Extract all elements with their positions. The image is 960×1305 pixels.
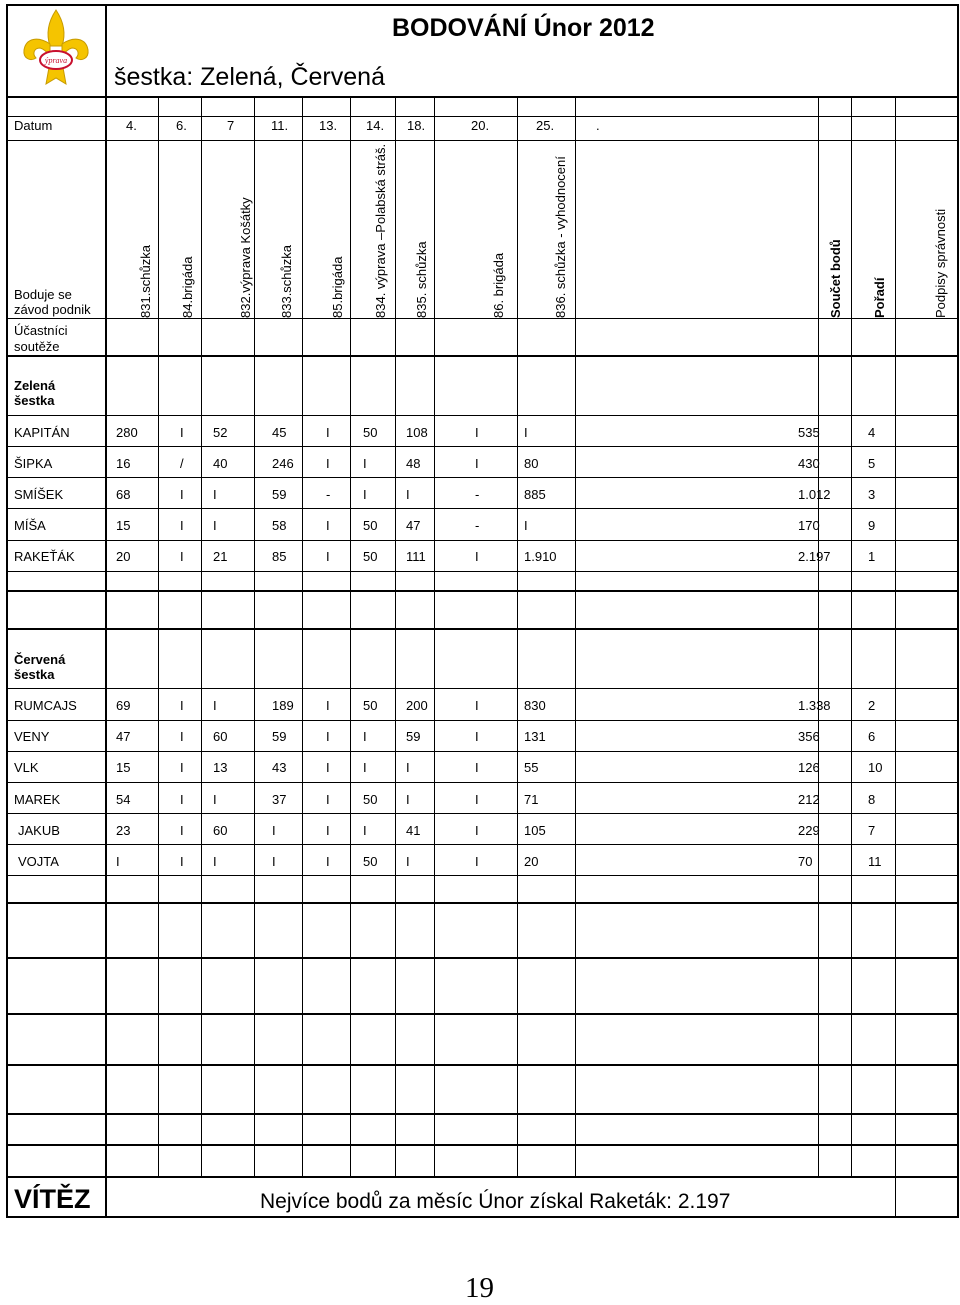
score-cell: 50 [363, 549, 378, 564]
row-rule [6, 720, 958, 721]
participant-name: KAPITÁN [14, 425, 70, 440]
score-cell: 50 [363, 425, 378, 440]
ucastnici-label: Účastníci [14, 323, 68, 338]
column-rule [105, 4, 107, 1176]
group-name: šestka [14, 667, 55, 682]
footer-divider [895, 1176, 896, 1218]
winner-label: VÍTĚZ [14, 1184, 91, 1214]
rank-header: Pořadí [872, 277, 887, 318]
score-cell: I [326, 425, 330, 440]
footer-divider [105, 1176, 107, 1218]
score-cell: 59 [272, 487, 287, 502]
rank-cell: 9 [868, 518, 876, 533]
table-rule [6, 590, 958, 592]
participant-name: VOJTA [18, 854, 59, 869]
score-cell: 50 [363, 792, 378, 807]
column-rule [350, 96, 351, 1176]
sum-cell: 229 [798, 823, 820, 838]
column-rule [254, 96, 255, 1176]
score-cell: I [524, 518, 528, 533]
score-cell: - [326, 487, 331, 502]
column-rule [818, 96, 819, 1176]
signature-header: Podpisy správnosti [933, 208, 948, 318]
score-cell: 45 [272, 425, 287, 440]
event-header: 835. schůzka [414, 241, 429, 318]
event-header: 84.brigáda [180, 256, 195, 318]
score-cell: I [180, 823, 184, 838]
score-cell: I [213, 518, 217, 533]
score-cell: I [475, 549, 479, 564]
score-cell: 20 [116, 549, 131, 564]
score-cell: I [475, 729, 479, 744]
score-cell: I [326, 823, 330, 838]
date-cell: 13. [319, 118, 338, 133]
row-rule [6, 751, 958, 752]
participant-name: JAKUB [18, 823, 60, 838]
score-cell: I [475, 456, 479, 471]
score-cell: I [180, 549, 184, 564]
row-rule [6, 813, 958, 814]
score-cell: 37 [272, 792, 287, 807]
score-cell: I [272, 854, 276, 869]
date-cell: 4. [126, 118, 137, 133]
row-rule [6, 540, 958, 541]
group-name: Červená [14, 652, 66, 667]
row-rule [6, 844, 958, 845]
score-cell: I [326, 854, 330, 869]
table-rule [6, 1176, 958, 1178]
souteze-label: soutěže [14, 339, 60, 354]
rank-cell: 11 [868, 854, 882, 869]
rank-cell: 7 [868, 823, 876, 838]
score-cell: I [326, 456, 330, 471]
score-cell: I [180, 425, 184, 440]
page-number: 19 [465, 1272, 494, 1304]
score-cell: I [406, 760, 410, 775]
score-cell: I [326, 729, 330, 744]
date-cell: 6. [176, 118, 187, 133]
date-cell: 18. [407, 118, 426, 133]
score-cell: 60 [213, 823, 228, 838]
participant-name: RUMCAJS [14, 698, 77, 713]
page-subtitle: šestka: Zelená, Červená [114, 63, 385, 91]
score-cell: 50 [363, 854, 378, 869]
column-rule [575, 96, 576, 1176]
row-rule [6, 318, 958, 319]
score-cell: I [406, 854, 410, 869]
event-header: 834. výprava –Polabská stráš. [373, 143, 388, 318]
participant-name: MÍŠA [14, 518, 46, 533]
table-rule [6, 1064, 958, 1066]
sum-cell: 212 [798, 792, 820, 807]
score-cell: I [326, 549, 330, 564]
zavod-label: závod podnik [14, 302, 91, 317]
row-rule [6, 446, 958, 447]
score-cell: 48 [406, 456, 421, 471]
row-rule [6, 875, 958, 876]
score-cell: 47 [406, 518, 421, 533]
score-cell: 41 [406, 823, 421, 838]
score-cell: 830 [524, 698, 546, 713]
score-cell: I [180, 698, 184, 713]
participant-name: VENY [14, 729, 50, 744]
rank-cell: 8 [868, 792, 876, 807]
score-cell: 131 [524, 729, 546, 744]
score-cell: I [326, 518, 330, 533]
score-cell: 47 [116, 729, 131, 744]
score-cell: 13 [213, 760, 228, 775]
score-cell: I [180, 729, 184, 744]
participant-name: ŠIPKA [14, 456, 53, 471]
score-cell: 54 [116, 792, 131, 807]
row-rule [6, 571, 958, 572]
group-name: šestka [14, 393, 55, 408]
sum-header: Součet bodů [828, 239, 843, 318]
score-cell: I [475, 698, 479, 713]
score-cell: 58 [272, 518, 287, 533]
score-cell: 50 [363, 518, 378, 533]
score-cell: 16 [116, 456, 131, 471]
score-cell: I [363, 487, 367, 502]
rank-cell: 2 [868, 698, 876, 713]
score-cell: 200 [406, 698, 428, 713]
score-cell: 85 [272, 549, 287, 564]
rank-cell: 10 [868, 760, 883, 775]
sum-cell: 356 [798, 729, 820, 744]
score-cell: I [180, 518, 184, 533]
column-rule [895, 96, 896, 1176]
score-cell: I [363, 760, 367, 775]
score-cell: 20 [524, 854, 539, 869]
boduje-label: Boduje se [14, 287, 72, 302]
rank-cell: 3 [868, 487, 876, 502]
score-cell: 15 [116, 518, 131, 533]
sum-cell: 535 [798, 425, 820, 440]
sum-cell: 430 [798, 456, 820, 471]
participant-name: MAREK [14, 792, 61, 807]
event-header: 85.brigáda [330, 256, 345, 318]
score-cell: I [475, 823, 479, 838]
score-cell: I [406, 487, 410, 502]
table-rule [6, 1013, 958, 1015]
column-rule [201, 96, 202, 1176]
date-cell: . [596, 118, 600, 133]
rank-cell: 4 [868, 425, 876, 440]
scoresheet-frame [6, 4, 959, 1218]
table-rule [6, 96, 958, 98]
score-cell: 105 [524, 823, 546, 838]
score-cell: I [475, 854, 479, 869]
score-cell: I [524, 425, 528, 440]
column-rule [302, 96, 303, 1176]
sum-cell: 1.012 [798, 487, 831, 502]
score-cell: 71 [524, 792, 539, 807]
score-cell: 23 [116, 823, 131, 838]
event-header: 831.schůzka [138, 245, 153, 318]
score-cell: I [213, 698, 217, 713]
score-cell: 15 [116, 760, 131, 775]
rank-cell: 1 [868, 549, 876, 564]
row-rule [6, 688, 958, 689]
score-cell: 111 [406, 549, 426, 564]
score-cell: I [213, 487, 217, 502]
score-cell: I [180, 487, 184, 502]
winner-text: Nejvíce bodů za měsíc Únor získal Raketák: 2.197 [260, 1190, 731, 1213]
score-cell: I [363, 823, 367, 838]
score-cell: I [475, 792, 479, 807]
row-rule [6, 140, 958, 141]
participant-name: VLK [14, 760, 39, 775]
row-rule [6, 508, 958, 509]
datum-label: Datum [14, 118, 53, 133]
score-cell: 52 [213, 425, 228, 440]
score-cell: I [180, 854, 184, 869]
score-cell: 55 [524, 760, 539, 775]
column-rule [851, 96, 852, 1176]
table-rule [6, 902, 958, 904]
rank-cell: 5 [868, 456, 876, 471]
sum-cell: 70 [798, 854, 813, 869]
table-rule [6, 628, 958, 630]
column-rule [517, 96, 518, 1176]
sum-cell: 126 [798, 760, 820, 775]
score-cell: 21 [213, 549, 228, 564]
score-cell: 80 [524, 456, 539, 471]
score-cell: I [326, 792, 330, 807]
event-header: 833.schůzka [279, 245, 294, 318]
svg-text:ýprava: ýprava [44, 56, 68, 65]
rank-cell: 6 [868, 729, 876, 744]
page-title: BODOVÁNÍ Únor 2012 [392, 14, 655, 42]
score-cell: 60 [213, 729, 228, 744]
date-cell: 7 [227, 118, 235, 133]
score-cell: 50 [363, 698, 378, 713]
date-cell: 14. [366, 118, 385, 133]
table-rule [6, 1113, 958, 1115]
score-cell: / [180, 456, 184, 471]
score-cell: I [116, 854, 120, 869]
score-cell: 43 [272, 760, 287, 775]
score-cell: - [475, 518, 480, 533]
column-rule [434, 96, 435, 1176]
participant-name: RAKEŤÁK [14, 549, 75, 564]
date-cell: 11. [271, 118, 289, 133]
column-rule [158, 96, 159, 1176]
score-cell: 246 [272, 456, 294, 471]
score-cell: - [475, 487, 480, 502]
score-cell: I [363, 456, 367, 471]
fleur-de-lis-logo [20, 8, 92, 92]
sum-cell: 170 [798, 518, 820, 533]
score-cell: 189 [272, 698, 294, 713]
row-rule [6, 415, 958, 416]
score-cell: I [475, 425, 479, 440]
table-rule [6, 1144, 958, 1146]
score-cell: I [180, 792, 184, 807]
sum-cell: 2.197 [798, 549, 831, 564]
row-rule [6, 477, 958, 478]
column-rule [395, 96, 396, 1176]
score-cell: I [363, 729, 367, 744]
event-header: 86. brigáda [491, 252, 506, 318]
score-cell: I [180, 760, 184, 775]
table-rule [6, 957, 958, 959]
score-cell: 280 [116, 425, 138, 440]
score-cell: 108 [406, 425, 428, 440]
score-cell: 40 [213, 456, 228, 471]
event-header: 832.výprava Košátky [238, 197, 253, 318]
score-cell: I [475, 760, 479, 775]
table-rule [6, 355, 958, 357]
row-rule [6, 116, 958, 117]
score-cell: I [326, 760, 330, 775]
score-cell: I [326, 698, 330, 713]
participant-name: SMÍŠEK [14, 487, 64, 502]
score-cell: 59 [406, 729, 421, 744]
event-header: 836. schůzka - vyhodnocení [553, 156, 568, 318]
score-cell: 59 [272, 729, 287, 744]
row-rule [6, 782, 958, 783]
score-cell: 69 [116, 698, 131, 713]
date-cell: 20. [471, 118, 490, 133]
date-cell: 25. [536, 118, 555, 133]
score-cell: 1.910 [524, 549, 557, 564]
score-cell: I [213, 854, 217, 869]
group-name: Zelená [14, 378, 56, 393]
score-cell: I [272, 823, 276, 838]
score-cell: I [406, 792, 410, 807]
score-cell: 68 [116, 487, 131, 502]
score-cell: I [213, 792, 217, 807]
score-cell: 885 [524, 487, 546, 502]
sum-cell: 1.338 [798, 698, 831, 713]
